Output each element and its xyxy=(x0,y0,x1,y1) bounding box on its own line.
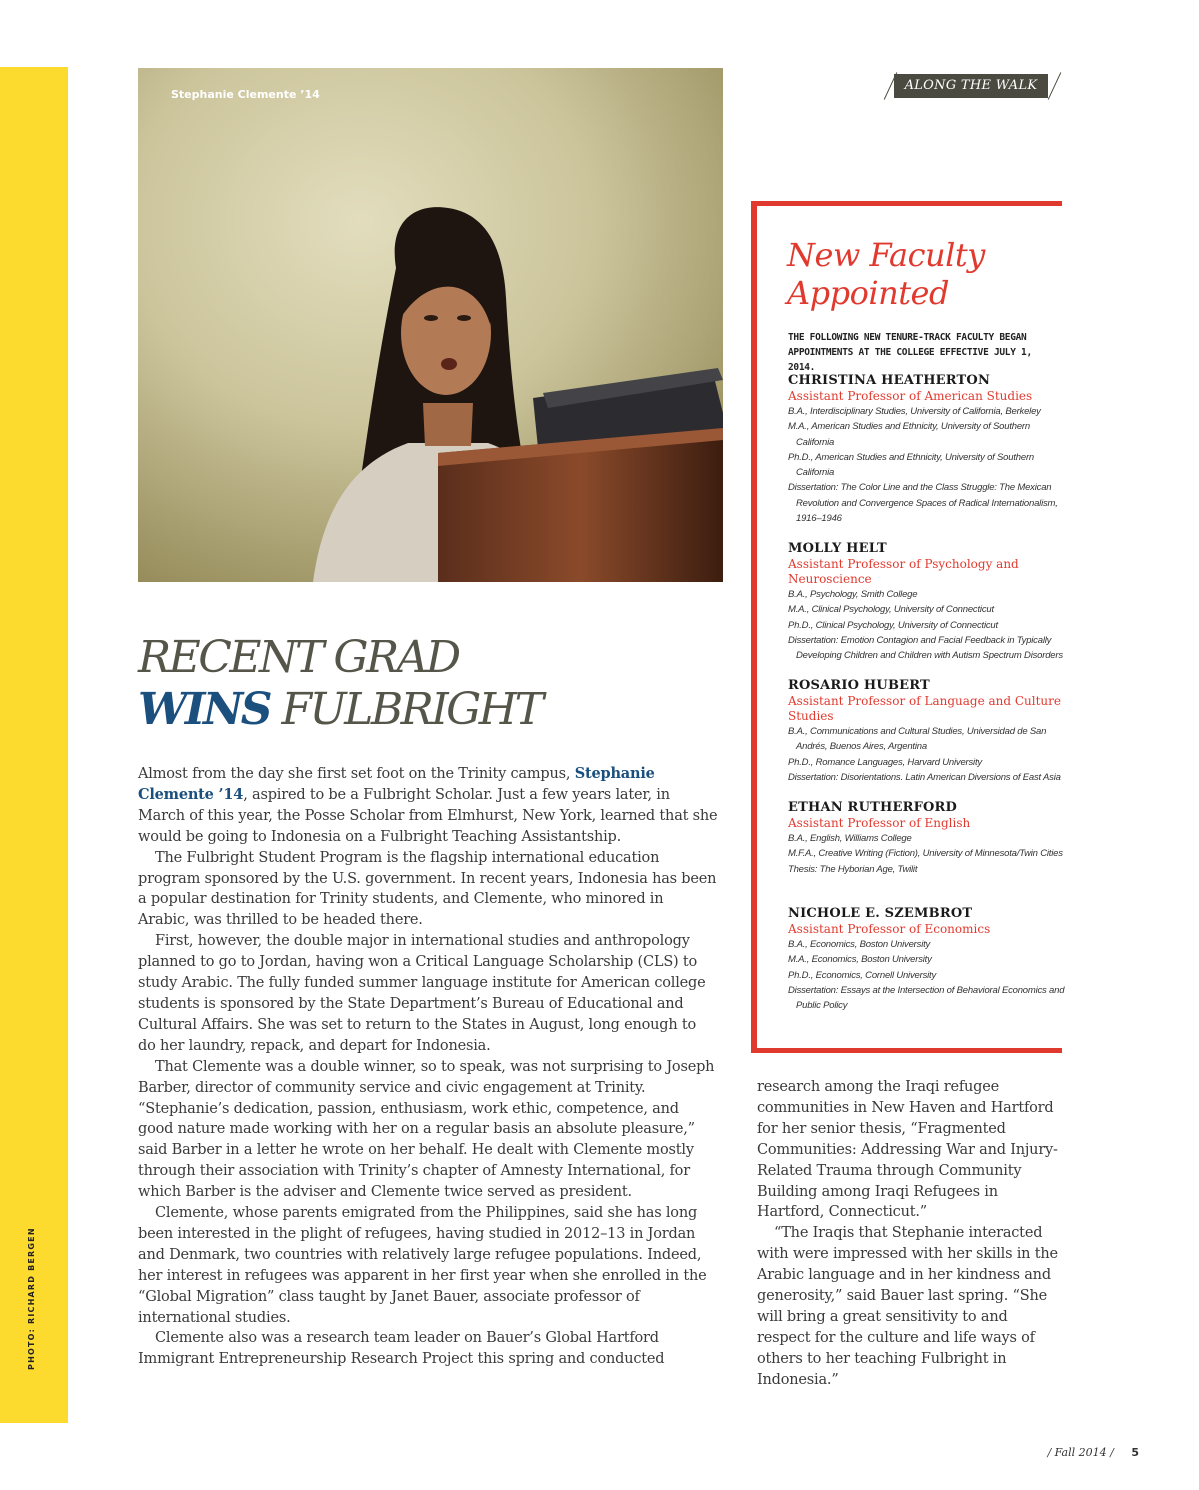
faculty-credential: B.A., Interdisciplinary Studies, University of California, Berkeley xyxy=(788,406,1041,417)
section-tag xyxy=(888,74,1058,98)
faculty-sidebar xyxy=(751,201,1065,1053)
faculty-credential: Dissertation: Disorientations. Latin American Diversions of East Asia xyxy=(788,771,1061,783)
faculty-name: ETHAN RUTHERFORD xyxy=(788,800,958,815)
headline-line1: RECENT GRAD xyxy=(138,632,459,683)
faculty-entry xyxy=(788,541,1068,663)
page-footer xyxy=(1047,1446,1139,1459)
feature-photo xyxy=(138,68,723,582)
faculty-credential: B.A., English, Williams College xyxy=(788,833,912,844)
faculty-credential: M.A., Economics, Boston University xyxy=(788,954,932,966)
section-tag-label: ALONG THE WALK xyxy=(894,74,1048,98)
photo-caption: Stephanie Clemente ’14 xyxy=(171,88,320,101)
yellow-margin-bar xyxy=(0,67,68,1423)
page-number: 5 xyxy=(1131,1446,1139,1459)
faculty-credential: M.A., Clinical Psychology, University of Connecticut xyxy=(788,604,994,616)
article-paragraph: The Fulbright Student Program is the flagship international education program sponsored by the U.S. government. In recent years, Indonesia has been a popular destination for Trinity students, and Clemente, who minored in Arabic, was thrilled to be headed there. xyxy=(138,849,717,929)
faculty-credential: Dissertation: The Color Line and the Class Struggle: The Mexican Revolution and Convergence Spaces of Radical Internationalism, 1916–1946 xyxy=(788,482,1058,525)
article-paragraph: Clemente, whose parents emigrated from the Philippines, said she has long been interested in the plight of refugees, having studied in 2012–13 in Jordan and Denmark, two countries with relatively large refugee populations. Indeed, her interest in refugees was apparent in her first year when she enrolled in the “Global Migration” class taught by Janet Bauer, associate professor of international studies. xyxy=(138,1205,707,1326)
faculty-credential: Dissertation: Essays at the Intersection of Behavioral Economics and Public Policy xyxy=(788,984,1065,1012)
faculty-role: Assistant Professor of Language and Culture Studies xyxy=(788,694,1061,723)
faculty-entry xyxy=(788,373,1068,526)
faculty-name: ROSARIO HUBERT xyxy=(788,678,930,693)
faculty-entry xyxy=(788,678,1068,785)
faculty-entry xyxy=(788,800,1068,877)
faculty-credential: Ph.D., American Studies and Ethnicity, University of Southern California xyxy=(788,451,1035,479)
issue-label: / Fall 2014 / xyxy=(1047,1446,1114,1459)
faculty-credential: Ph.D., Romance Languages, Harvard University xyxy=(788,756,982,768)
faculty-credential: M.A., American Studies and Ethnicity, University of Southern California xyxy=(788,421,1030,448)
faculty-credential: M.F.A., Creative Writing (Fiction), University of Minnesota/Twin Cities xyxy=(788,848,1063,860)
faculty-role: Assistant Professor of English xyxy=(788,816,971,830)
faculty-role: Assistant Professor of Economics xyxy=(788,922,991,936)
faculty-role: Assistant Professor of Psychology and Neuroscience xyxy=(788,557,1019,586)
faculty-name: MOLLY HELT xyxy=(788,541,887,556)
article-paragraph: First, however, the double major in international studies and anthropology planned to go to Jordan, having won a Critical Language Scholarship (CLS) to study Arabic. The fully funded summer language institute for American college students is sponsored by the State Department’s Bureau of Educational and Cultural Affairs. She was set to return to the States in August, long enough to do her laundry, repack, and depart for Indonesia. xyxy=(138,933,706,1054)
article-headline xyxy=(138,632,542,736)
subject-name: Stephanie Clemente ’14 xyxy=(138,765,655,803)
faculty-role: Assistant Professor of American Studies xyxy=(788,389,1033,403)
faculty-name: CHRISTINA HEATHERTON xyxy=(788,373,991,388)
article-paragraph: That Clemente was a double winner, so to speak, was not surprising to Joseph Barber, director of community service and civic engagement at Trinity. “Stephanie’s dedication, passion, enthusiasm, work ethic, competence, and good nature made working with her on a regular basis an absolute pleasure,” said Barber in a letter he wrote on her behalf. He dealt with Clemente mostly through their association with Trinity’s chapter of Amnesty International, for which Barber is the adviser and Clemente twice served as president. xyxy=(138,1058,715,1201)
sidebar-title xyxy=(787,236,985,312)
faculty-credential: B.A., Communications and Cultural Studies, Universidad de San Andrés, Buenos Aires, Argentina xyxy=(788,726,1047,753)
headline-accent: WINS xyxy=(138,684,270,735)
sidebar-intro: THE FOLLOWING NEW TENURE-TRACK FACULTY BEGAN APPOINTMENTS AT THE COLLEGE EFFECTIVE JULY 1, 2014. xyxy=(788,332,1032,373)
photo-credit: PHOTO: RICHARD BERGEN xyxy=(27,1227,36,1370)
sidebar-title-line1: New Faculty xyxy=(787,236,985,274)
article-paragraph: Clemente also was a research team leader on Bauer’s Global Hartford Immigrant Entrepreneurship Research Project this spring and conducted xyxy=(138,1330,665,1368)
faculty-credential: Thesis: The Hyborian Age, Twilit xyxy=(788,863,918,875)
photo-illustration xyxy=(138,68,723,582)
article-paragraph: “The Iraqis that Stephanie interacted with were impressed with her skills in the Arabic language and in her kindness and generosity,” said Bauer last spring. “She will bring a great sensitivity to and respect for the culture and life ways of others to her teaching Fulbright in Indonesia.” xyxy=(757,1225,1058,1388)
p1-lead: Almost from the day she first set foot on the Trinity campus, xyxy=(138,766,575,782)
headline-line2: FULBRIGHT xyxy=(270,684,542,735)
faculty-credential: Ph.D., Clinical Psychology, University of Connecticut xyxy=(788,619,998,631)
article-column-left xyxy=(138,764,718,1370)
faculty-credential: B.A., Psychology, Smith College xyxy=(788,589,918,600)
sidebar-title-line2: Appointed xyxy=(787,274,949,312)
faculty-name: NICHOLE E. SZEMBROT xyxy=(788,906,973,921)
faculty-credential: Dissertation: Emotion Contagion and Facial Feedback in Typically Developing Children and Children with Autism Spectrum Disorders xyxy=(788,634,1063,662)
faculty-credential: Ph.D., Economics, Cornell University xyxy=(788,969,937,981)
faculty-credential: B.A., Economics, Boston University xyxy=(788,939,931,950)
article-paragraph xyxy=(138,764,718,848)
p1-rest: , aspired to be a Fulbright Scholar. Just a few years later, in March of this year, the Posse Scholar from Elmhurst, New York, learned that she would be going to Indonesia on a Fulbright Teaching Assistantship. xyxy=(138,786,718,845)
article-paragraph: research among the Iraqi refugee communities in New Haven and Hartford for her senior thesis, “Fragmented Communities: Addressing War and Injury-Related Trauma through Community Building among Iraqi Refugees in Hartford, Connecticut.” xyxy=(757,1079,1058,1221)
faculty-entry xyxy=(788,906,1068,1013)
article-column-right xyxy=(757,1077,1062,1391)
